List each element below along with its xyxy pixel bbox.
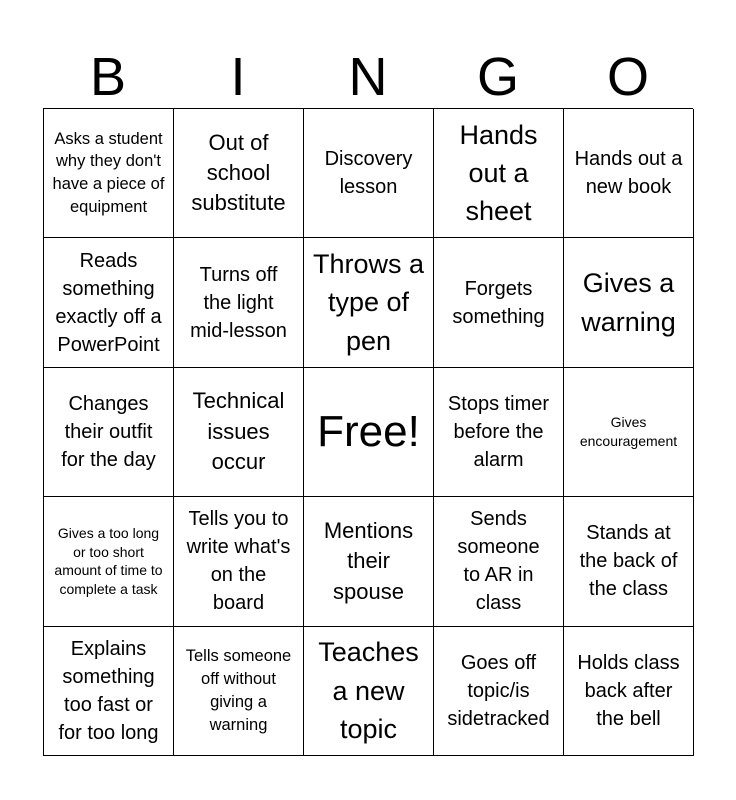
bingo-cell[interactable]: [44, 368, 174, 497]
free-space[interactable]: [304, 368, 434, 497]
cell-text: Technical issues occur: [192, 388, 285, 475]
bingo-cell[interactable]: [44, 627, 174, 756]
cell-text: Sends someone to AR in class: [457, 508, 540, 615]
cell-text: Discovery lesson: [324, 148, 413, 199]
cell-text: Gives encouragement: [579, 414, 678, 449]
bingo-cell[interactable]: [434, 497, 564, 626]
bingo-cell[interactable]: [434, 238, 564, 367]
bingo-cell[interactable]: [564, 627, 694, 756]
bingo-cell[interactable]: [304, 497, 434, 626]
header-letter-i: I: [230, 47, 246, 107]
cell-text: Mentions their spouse: [323, 517, 414, 604]
cell-text: Changes their outfit for the day: [61, 392, 156, 471]
cell-text: Out of school substitute: [191, 129, 286, 216]
cell-text: Asks a student why they don't have a piece of equipment: [52, 129, 165, 216]
cell-text: Explains something too fast or for too long: [58, 637, 159, 744]
cell-text: Holds class back after the bell: [577, 651, 680, 730]
bingo-cell[interactable]: [304, 238, 434, 367]
bingo-cell[interactable]: [564, 109, 694, 238]
bingo-cell[interactable]: [564, 497, 694, 626]
header-letter-n: N: [348, 47, 388, 107]
bingo-cell[interactable]: [174, 109, 304, 238]
bingo-cell[interactable]: [434, 627, 564, 756]
bingo-cell[interactable]: [174, 627, 304, 756]
cell-text: Teaches a new topic: [318, 637, 419, 744]
cell-text: Gives a too long or too short amount of time to complete a task: [54, 525, 163, 597]
bingo-cell[interactable]: [174, 368, 304, 497]
cell-text: Tells you to write what's on the board: [186, 508, 291, 615]
bingo-header: [43, 40, 693, 108]
cell-text: Stands at the back of the class: [579, 522, 678, 601]
bingo-cell[interactable]: [304, 627, 434, 756]
cell-text: Throws a type of pen: [312, 249, 425, 356]
header-letter-o: O: [606, 47, 649, 107]
cell-text: Goes off topic/is sidetracked: [447, 651, 550, 730]
bingo-cell[interactable]: [44, 238, 174, 367]
bingo-cell[interactable]: [174, 497, 304, 626]
cell-text: Reads something exactly off a PowerPoint: [55, 249, 162, 356]
cell-text: Hands out a new book: [574, 148, 683, 199]
bingo-board: [43, 108, 693, 756]
bingo-cell[interactable]: [434, 368, 564, 497]
header-letter-g: G: [476, 47, 519, 107]
bingo-cell[interactable]: [304, 109, 434, 238]
bingo-cell[interactable]: [44, 497, 174, 626]
bingo-cell[interactable]: [174, 238, 304, 367]
cell-text: Gives a warning: [581, 268, 676, 337]
cell-text: Tells someone off without giving a warning: [185, 647, 292, 734]
cell-text: Turns off the light mid-lesson: [190, 263, 287, 342]
cell-text: Stops timer before the alarm: [447, 392, 550, 471]
bingo-cell[interactable]: [44, 109, 174, 238]
bingo-cell[interactable]: [564, 238, 694, 367]
bingo-cell[interactable]: [564, 368, 694, 497]
cell-text: Hands out a sheet: [459, 119, 538, 227]
cell-text: Free!: [317, 406, 420, 456]
header-letter-b: B: [89, 47, 127, 107]
bingo-cell[interactable]: [434, 109, 564, 238]
cell-text: Forgets something: [452, 277, 545, 328]
